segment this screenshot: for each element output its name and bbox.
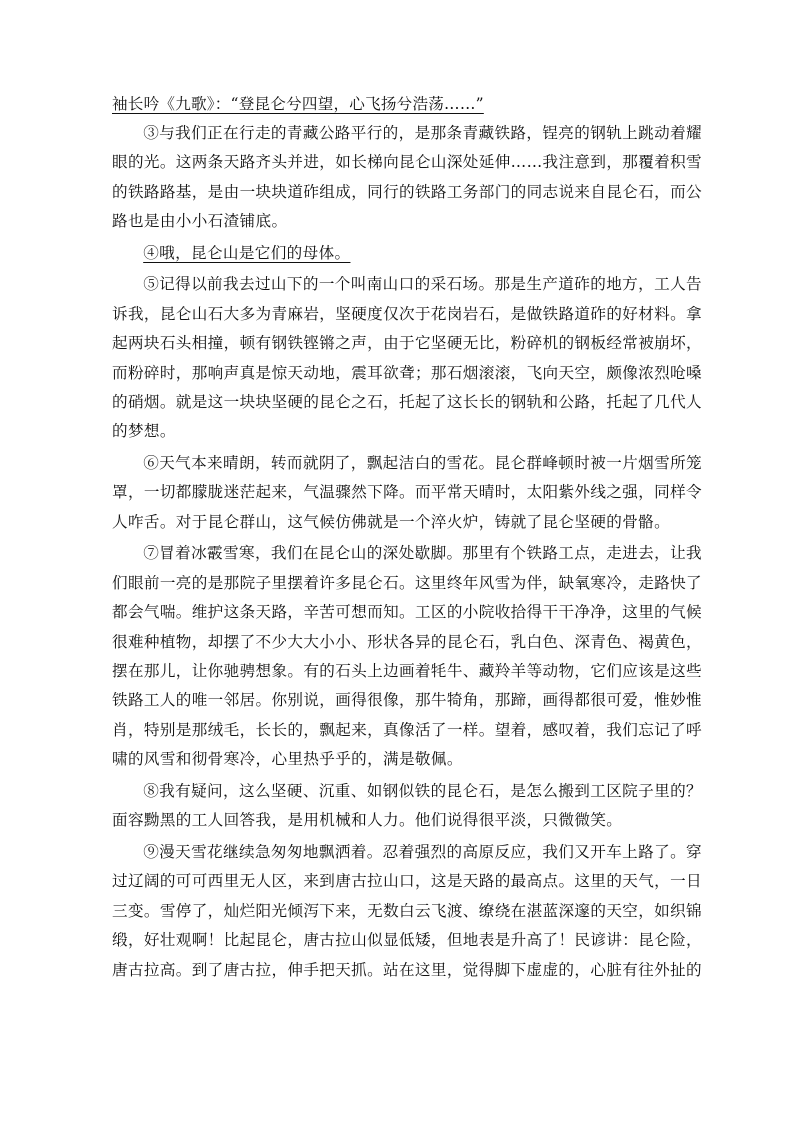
paragraph-9: ⑨漫天雪花继续急匆匆地飘洒着。忍着强烈的高原反应，我们又开车上路了。穿过辽阔的可可西里无人区，来到唐古拉山口，这是天路的最高点。这里的天气，一日三变。雪停了，灿烂阳光倾泻下来，无数白云飞渡、缭绕在湛蓝深邃的天空，如织锦缎，好壮观啊！比起昆仑，唐古拉山似显低矮，但地表是升高了！民谚讲：昆仑险，唐古拉高。到了唐古拉，伸手把天抓。站在这里，觉得脚下虚虚的，心脏有往外扯的 <box>112 842 702 979</box>
paragraph-3: ③与我们正在行走的青藏公路平行的，是那条青藏铁路，锃亮的钢轨上跳动着耀眼的光。这两条天路齐头并进，如长梯向昆仑山深处延伸……我注意到，那覆着积雪的铁路路基，是由一块块道砟组成，同行的铁路工务部门的同志说来自昆仑石，而公路也是由小小石渣铺底。 <box>112 124 702 231</box>
paragraph-5: ⑤记得以前我去过山下的一个叫南山口的采石场。那是生产道砟的地方，工人告诉我，昆仑山石大多为青麻岩，坚硬度仅次于花岗岩石，是做铁路道砟的好材料。拿起两块石头相撞，顿有钢铁铿锵之声，由于它坚硬无比，粉碎机的钢板经常被崩坏，而粉碎时，那响声真是惊天动地，震耳欲聋；那石烟滚滚，飞向天空，颇像浓烈呛嗓的硝烟。就是这一块块坚硬的昆仑之石，托起了这长长的钢轨和公路，托起了几代人的梦想。 <box>112 275 702 441</box>
document-page <box>112 90 702 987</box>
continued-line: 袖长吟《九歌》：“登昆仑兮四望，心飞扬兮浩荡……” <box>112 95 484 113</box>
paragraph-7: ⑦冒着冰霰雪寒，我们在昆仑山的深处歇脚。那里有个铁路工点，走进去，让我们眼前一亮的是那院子里摆着许多昆仑石。这里终年风雪为伴，缺氧寒冷，走路快了都会气喘。维护这条天路，辛苦可想而知。工区的小院收拾得干干净净，这里的气候很难种植物，却摆了不少大大小小、形状各异的昆仑石，乳白色、深青色、褐黄色，摆在那儿，让你驰骋想象。有的石头上边画着牦牛、藏羚羊等动物，它们应该是这些铁路工人的唯一邻居。你别说，画得很像，那牛犄角，那蹄，画得都很可爱，惟妙惟肖，特别是那绒毛，长长的，飘起来，真像活了一样。望着，感叹着，我们忘记了呼啸的风雪和彻骨寒冷，心里热乎乎的，满是敬佩。 <box>112 544 702 769</box>
paragraph-8: ⑧我有疑问，这么坚硬、沉重、如钢似铁的昆仑石，是怎么搬到工区院子里的？面容黝黑的工人回答我，是用机械和人力。他们说得很平淡，只微微笑。 <box>112 781 702 830</box>
paragraph-4-underlined-text: ④哦，昆仑山是它们的母体。 <box>143 243 351 262</box>
paragraph-6: ⑥天气本来晴朗，转而就阴了，飘起洁白的雪花。昆仑群峰顿时被一片烟雪所笼罩，一切都朦胧迷茫起来，气温骤然下降。而平常天晴时，太阳紫外线之强，同样令人咋舌。对于昆仑群山，这气候仿佛就是一个淬火炉，铸就了昆仑坚硬的骨骼。 <box>112 454 702 531</box>
paragraph-4 <box>112 239 702 268</box>
